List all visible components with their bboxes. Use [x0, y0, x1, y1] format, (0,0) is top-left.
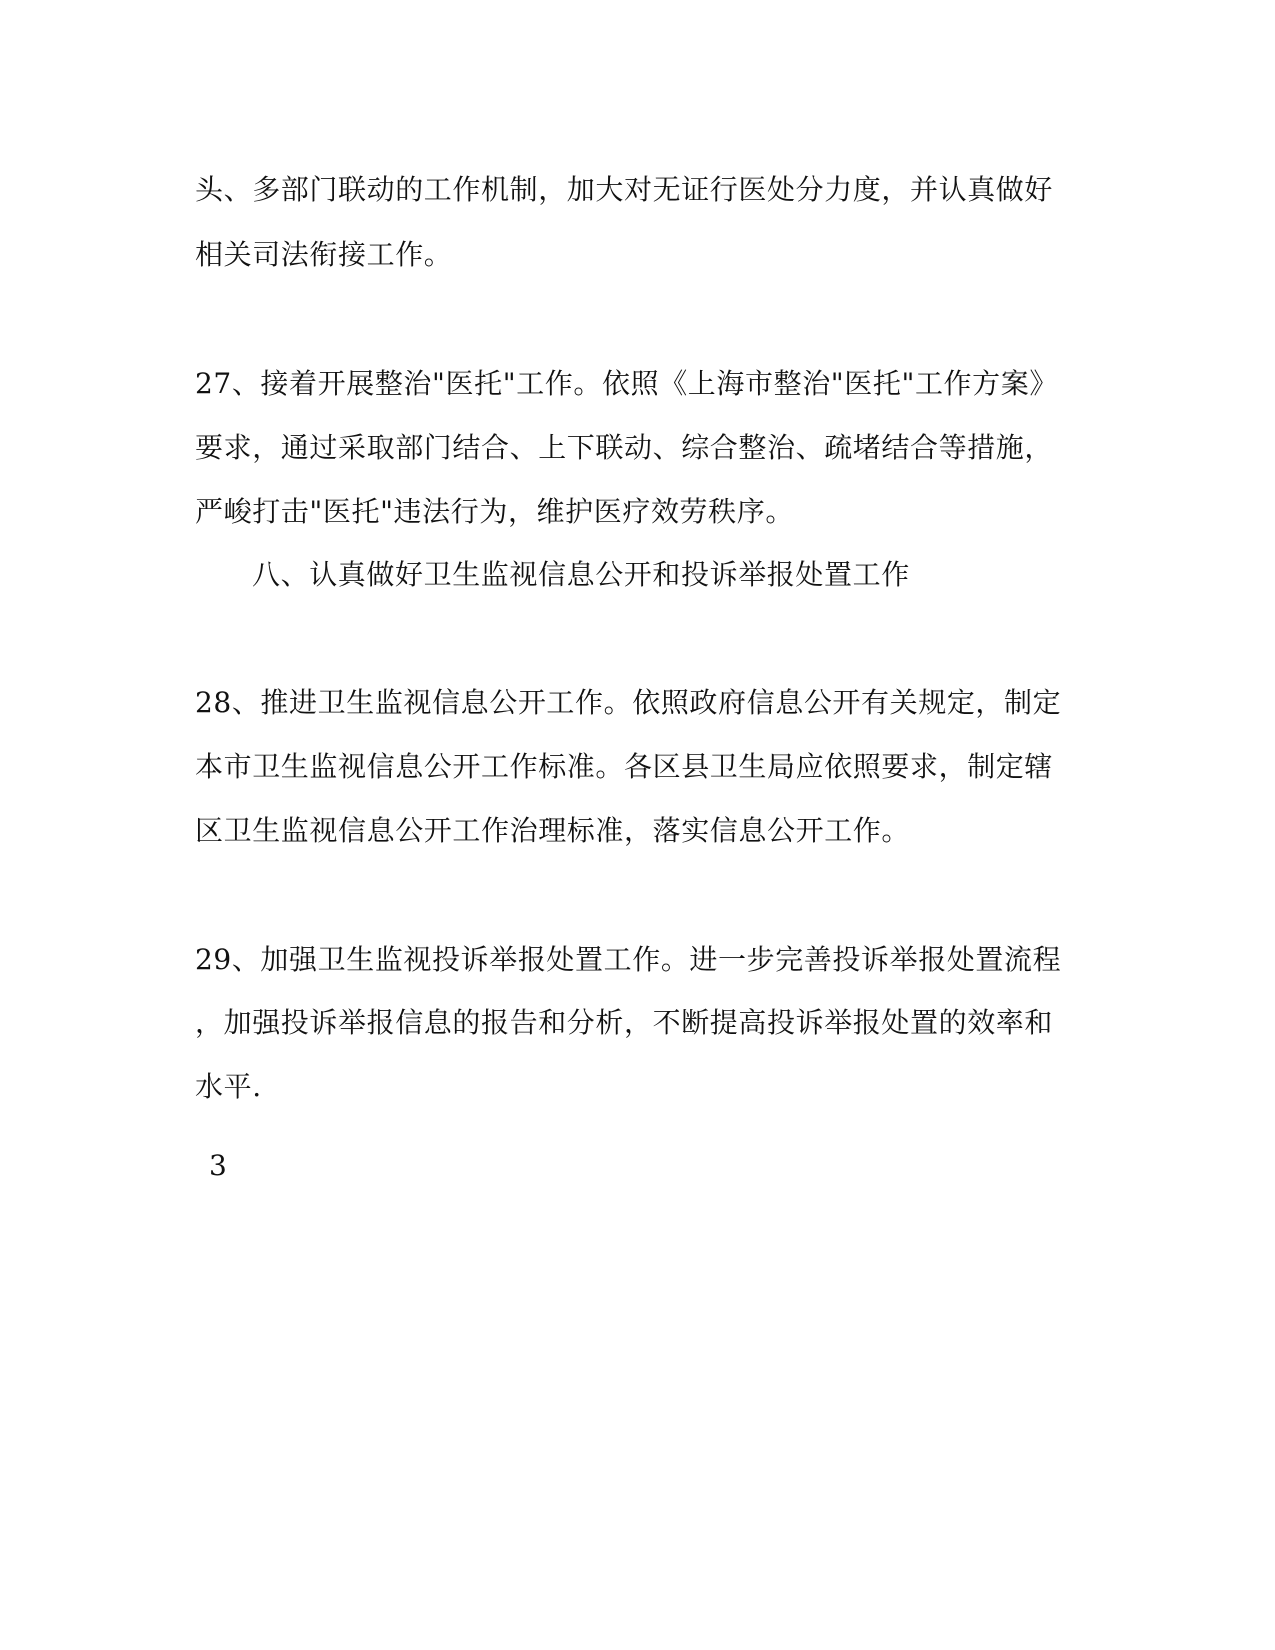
paragraph-line: 相关司法衔接工作。 [195, 238, 453, 271]
paragraph-line: 27、接着开展整治"医托"工作。依照《上海市整治"医托"工作方案》 [195, 367, 1058, 400]
paragraph-line: 严峻打击"医托"违法行为，维护医疗效劳秩序。 [195, 495, 794, 528]
paragraph-line: 28、推进卫生监视信息公开工作。依照政府信息公开有关规定，制定 [195, 686, 1062, 719]
paragraph-line: 本市卫生监视信息公开工作标准。各区县卫生局应依照要求，制定辖 [195, 750, 1054, 783]
paragraph-line: 29、加强卫生监视投诉举报处置工作。进一步完善投诉举报处置流程 [195, 943, 1062, 976]
section-heading: 八、认真做好卫生监视信息公开和投诉举报处置工作 [252, 558, 910, 591]
paragraph-line: ，加强投诉举报信息的报告和分析，不断提高投诉举报处置的效率和 [195, 1006, 1054, 1039]
paragraph-line: 头、多部门联动的工作机制，加大对无证行医处分力度，并认真做好 [195, 173, 1054, 206]
paragraph-line: 要求，通过采取部门结合、上下联动、综合整治、疏堵结合等措施， [195, 431, 1054, 464]
paragraph-line: 水平. [195, 1070, 262, 1103]
page-number: 3 [209, 1149, 227, 1182]
paragraph-line: 区卫生监视信息公开工作治理标准，落实信息公开工作。 [195, 814, 911, 847]
